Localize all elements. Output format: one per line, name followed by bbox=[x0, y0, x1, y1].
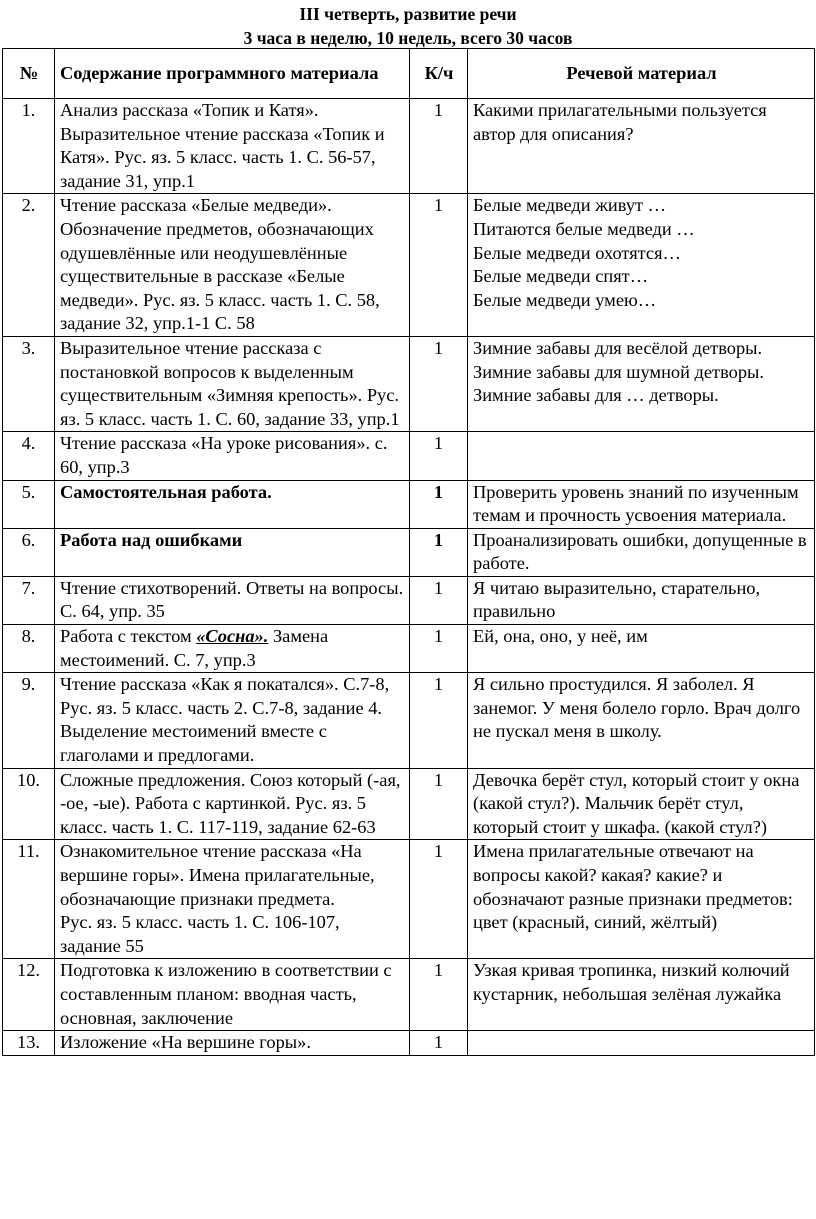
row-speech bbox=[468, 1031, 815, 1056]
row-content: Выразительное чтение рассказа с постановкой вопросов к выделенным существительным «Зимняя крепость». Рус. яз. 5 класс. часть 1. С. 60, задание 33, упр.1 bbox=[55, 336, 410, 431]
row-content bbox=[55, 625, 410, 673]
table-row bbox=[3, 768, 815, 840]
row-hours: 1 bbox=[410, 768, 468, 840]
table-row bbox=[3, 959, 815, 1031]
page-subtitle: 3 часа в неделю, 10 недель, всего 30 часов bbox=[243, 28, 573, 48]
row-content: Работа над ошибками bbox=[55, 528, 410, 576]
row-hours: 1 bbox=[410, 194, 468, 337]
speech-line: Зимние забавы для … детворы. bbox=[473, 385, 719, 406]
speech-line: Имена прилагательные отвечают на вопросы какой? какая? какие? и обозначают разные признаки предметов: цвет (красный, синий, жёлтый) bbox=[473, 841, 793, 933]
row-num: 11. bbox=[3, 840, 55, 959]
row-num: 8. bbox=[3, 625, 55, 673]
row-speech bbox=[468, 99, 815, 194]
row-content: Чтение стихотворений. Ответы на вопросы. С. 64, упр. 35 bbox=[55, 576, 410, 624]
speech-line: Девочка берёт стул, который стоит у окна (какой стул?). Мальчик берёт стул, который стоит у шкафа. (какой стул?) bbox=[473, 769, 800, 837]
row-content: Анализ рассказа «Топик и Катя». Выразительное чтение рассказа «Топик и Катя». Рус. яз. 5 класс. часть 1. С. 56-57, задание 31, упр.1 bbox=[55, 99, 410, 194]
row-content: Сложные предложения. Союз который (-ая, -ое, -ые). Работа с картинкой. Рус. яз. 5 класс. часть 1. С. 117-119, задание 62-63 bbox=[55, 768, 410, 840]
row-speech bbox=[468, 576, 815, 624]
speech-line: Белые медведи живут … bbox=[473, 195, 667, 216]
table-row bbox=[3, 625, 815, 673]
header-num: № bbox=[3, 49, 55, 99]
row-num: 10. bbox=[3, 768, 55, 840]
speech-line: Белые медведи умею… bbox=[473, 289, 657, 310]
row-content: Чтение рассказа «Как я покатался». С.7-8, Рус. яз. 5 класс. часть 2. С.7-8, задание 4. Выделение местоимений вместе с глаголами и предлогами. bbox=[55, 673, 410, 768]
row-content: Изложение «На вершине горы». bbox=[55, 1031, 410, 1056]
row-hours: 1 bbox=[410, 528, 468, 576]
lesson-plan-table bbox=[2, 48, 815, 1056]
row-content: Чтение рассказа «На уроке рисования». с. 60, упр.3 bbox=[55, 432, 410, 480]
table-row bbox=[3, 528, 815, 576]
row-hours: 1 bbox=[410, 480, 468, 528]
row-hours: 1 bbox=[410, 625, 468, 673]
table-row bbox=[3, 576, 815, 624]
table-row bbox=[3, 840, 815, 959]
row-speech bbox=[468, 959, 815, 1031]
row-speech bbox=[468, 432, 815, 480]
table-row bbox=[3, 673, 815, 768]
speech-line: Я читаю выразительно, старательно, правильно bbox=[473, 577, 761, 622]
row-hours: 1 bbox=[410, 432, 468, 480]
row-num: 2. bbox=[3, 194, 55, 337]
row-content bbox=[55, 840, 410, 959]
row-num: 6. bbox=[3, 528, 55, 576]
speech-line: Узкая кривая тропинка, низкий колючий кустарник, небольшая зелёная лужайка bbox=[473, 960, 790, 1004]
speech-line: Зимние забавы для весёлой детворы. bbox=[473, 337, 763, 358]
row-hours: 1 bbox=[410, 840, 468, 959]
row-content: Подготовка к изложению в соответствии с составленным планом: вводная часть, основная, заключение bbox=[55, 959, 410, 1031]
row-content: Чтение рассказа «Белые медведи». Обозначение предметов, обозначающих одушевлённые или неодушевлённые существительные в рассказе «Белые медведи». Рус. яз. 5 класс. часть 1. С. 58, задание 32, упр.1-1 С. 58 bbox=[55, 194, 410, 337]
row-speech bbox=[468, 480, 815, 528]
row-hours: 1 bbox=[410, 576, 468, 624]
row-num: 7. bbox=[3, 576, 55, 624]
row-num: 9. bbox=[3, 673, 55, 768]
row-speech bbox=[468, 528, 815, 576]
table-row bbox=[3, 480, 815, 528]
text-title-emphasis: «Сосна». bbox=[196, 626, 269, 647]
row-speech bbox=[468, 194, 815, 337]
content-text: Замена местоимений. С. 7, упр.3 bbox=[60, 626, 329, 670]
row-hours: 1 bbox=[410, 1031, 468, 1056]
speech-line: Питаются белые медведи … bbox=[473, 218, 695, 239]
header-speech: Речевой материал bbox=[468, 49, 815, 99]
row-num: 13. bbox=[3, 1031, 55, 1056]
row-hours: 1 bbox=[410, 959, 468, 1031]
speech-line: Ей, она, оно, у неё, им bbox=[473, 626, 648, 647]
header-hours: К/ч bbox=[410, 49, 468, 99]
row-speech bbox=[468, 768, 815, 840]
speech-line: Белые медведи спят… bbox=[473, 266, 649, 287]
table-row bbox=[3, 194, 815, 337]
row-num: 12. bbox=[3, 959, 55, 1031]
speech-line: Какими прилагательными пользуется автор для описания? bbox=[473, 100, 767, 144]
row-speech bbox=[468, 336, 815, 431]
speech-line: Зимние забавы для шумной детворы. bbox=[473, 361, 764, 382]
table-header-row bbox=[3, 49, 815, 99]
content-line: Рус. яз. 5 класс. часть 1. С. 106-107, задание 55 bbox=[60, 912, 340, 956]
table-row bbox=[3, 1031, 815, 1056]
speech-line: Белые медведи охотятся… bbox=[473, 242, 681, 263]
speech-line: Я сильно простудился. Я заболел. Я занемог. У меня болело горло. Врач долго не пускал меня в школу. bbox=[473, 674, 801, 742]
row-num: 3. bbox=[3, 336, 55, 431]
table-row bbox=[3, 336, 815, 431]
row-hours: 1 bbox=[410, 99, 468, 194]
header-content: Содержание программного материала bbox=[55, 49, 410, 99]
row-num: 5. bbox=[3, 480, 55, 528]
row-num: 1. bbox=[3, 99, 55, 194]
row-num: 4. bbox=[3, 432, 55, 480]
table-row bbox=[3, 99, 815, 194]
row-speech bbox=[468, 840, 815, 959]
speech-line: Проанализировать ошибки, допущенные в работе. bbox=[473, 529, 807, 574]
table-row bbox=[3, 432, 815, 480]
page-title: III четверть, развитие речи bbox=[299, 4, 517, 24]
row-hours: 1 bbox=[410, 673, 468, 768]
content-text: Работа с текстом bbox=[60, 626, 197, 647]
speech-line: Проверить уровень знаний по изученным темам и прочность усвоения материала. bbox=[473, 481, 799, 526]
row-content: Самостоятельная работа. bbox=[55, 480, 410, 528]
row-speech bbox=[468, 625, 815, 673]
row-hours: 1 bbox=[410, 336, 468, 431]
content-line: Ознакомительное чтение рассказа «На вершине горы». Имена прилагательные, обозначающие признаки предмета. bbox=[60, 841, 375, 909]
row-speech bbox=[468, 673, 815, 768]
